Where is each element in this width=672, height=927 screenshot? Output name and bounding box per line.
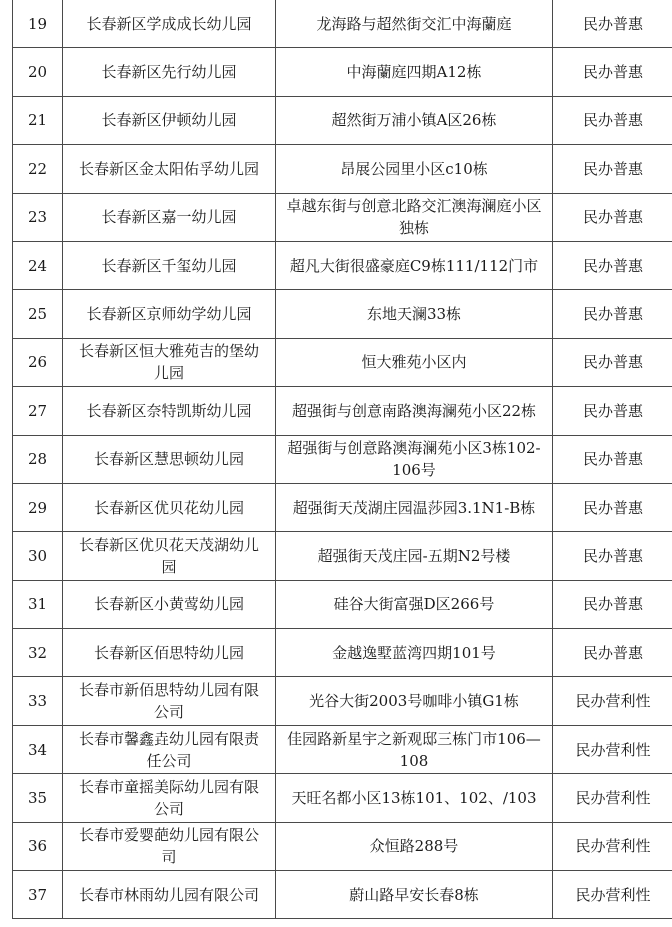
- table-row: [13, 0, 672, 48]
- kindergarten-name-cell: 长春新区京师幼学幼儿园: [63, 290, 276, 338]
- row-number-cell: 32: [13, 629, 63, 677]
- kindergarten-address-cell: 硅谷大街富强D区266号: [276, 580, 553, 628]
- table-row: [13, 532, 672, 580]
- kindergarten-address-cell: 佳园路新星宇之新观邸三栋门市106—108: [276, 725, 553, 773]
- kindergarten-address-cell: 超强街与创意南路澳海澜苑小区22栋: [276, 387, 553, 435]
- row-number-cell: 34: [13, 725, 63, 773]
- kindergarten-type-cell: 民办营利性: [553, 774, 672, 822]
- row-number-cell: 31: [13, 580, 63, 628]
- kindergarten-type-cell: 民办普惠: [553, 580, 672, 628]
- kindergarten-address-cell: 蔚山路早安长春8栋: [276, 871, 553, 919]
- kindergarten-name-cell: 长春新区先行幼儿园: [63, 48, 276, 96]
- row-number-cell: 37: [13, 871, 63, 919]
- kindergarten-type-cell: 民办普惠: [553, 483, 672, 531]
- kindergarten-address-cell: 金越逸墅蓝湾四期101号: [276, 629, 553, 677]
- table-row: [13, 677, 672, 725]
- table-body: [13, 0, 672, 919]
- row-number-cell: 35: [13, 774, 63, 822]
- table-row: [13, 338, 672, 386]
- kindergarten-type-cell: 民办营利性: [553, 725, 672, 773]
- kindergarten-type-cell: 民办普惠: [553, 387, 672, 435]
- table-row: [13, 483, 672, 531]
- kindergarten-name-cell: 长春市爱婴葩幼儿园有限公司: [63, 822, 276, 870]
- kindergarten-name-cell: 长春市林雨幼儿园有限公司: [63, 871, 276, 919]
- kindergarten-type-cell: 民办普惠: [553, 0, 672, 48]
- kindergarten-address-cell: 超强街天茂庄园-五期N2号楼: [276, 532, 553, 580]
- kindergarten-type-cell: 民办普惠: [553, 241, 672, 289]
- kindergarten-type-cell: 民办营利性: [553, 677, 672, 725]
- kindergarten-address-cell: 众恒路288号: [276, 822, 553, 870]
- kindergarten-address-cell: 超凡大街很盛豪庭C9栋111/112门市: [276, 241, 553, 289]
- kindergarten-name-cell: 长春新区学成成长幼儿园: [63, 0, 276, 48]
- row-number-cell: 20: [13, 48, 63, 96]
- row-number-cell: 23: [13, 193, 63, 241]
- kindergarten-type-cell: 民办普惠: [553, 532, 672, 580]
- kindergarten-type-cell: 民办普惠: [553, 96, 672, 144]
- kindergarten-name-cell: 长春市童摇美际幼儿园有限公司: [63, 774, 276, 822]
- kindergarten-name-cell: 长春新区伊顿幼儿园: [63, 96, 276, 144]
- kindergarten-name-cell: 长春新区嘉一幼儿园: [63, 193, 276, 241]
- row-number-cell: 25: [13, 290, 63, 338]
- row-number-cell: 29: [13, 483, 63, 531]
- row-number-cell: 24: [13, 241, 63, 289]
- kindergarten-address-cell: 东地天澜33栋: [276, 290, 553, 338]
- kindergarten-type-cell: 民办普惠: [553, 145, 672, 193]
- kindergarten-address-cell: 卓越东街与创意北路交汇澳海澜庭小区独栋: [276, 193, 553, 241]
- table-row: [13, 629, 672, 677]
- kindergarten-name-cell: 长春新区金太阳佑孚幼儿园: [63, 145, 276, 193]
- kindergarten-name-cell: 长春新区恒大雅苑吉的堡幼儿园: [63, 338, 276, 386]
- kindergarten-name-cell: 长春新区佰思特幼儿园: [63, 629, 276, 677]
- kindergarten-address-cell: 超然街万浦小镇A区26栋: [276, 96, 553, 144]
- row-number-cell: 26: [13, 338, 63, 386]
- row-number-cell: 28: [13, 435, 63, 483]
- kindergarten-type-cell: 民办营利性: [553, 822, 672, 870]
- row-number-cell: 21: [13, 96, 63, 144]
- kindergarten-type-cell: 民办普惠: [553, 435, 672, 483]
- row-number-cell: 30: [13, 532, 63, 580]
- row-number-cell: 36: [13, 822, 63, 870]
- table-row: [13, 96, 672, 144]
- kindergarten-name-cell: 长春市馨鑫垚幼儿园有限责任公司: [63, 725, 276, 773]
- kindergarten-name-cell: 长春市新佰思特幼儿园有限公司: [63, 677, 276, 725]
- kindergarten-type-cell: 民办营利性: [553, 871, 672, 919]
- kindergarten-address-cell: 超强街与创意路澳海澜苑小区3栋102-106号: [276, 435, 553, 483]
- table-row: [13, 871, 672, 919]
- table-row: [13, 48, 672, 96]
- kindergarten-address-cell: 恒大雅苑小区内: [276, 338, 553, 386]
- kindergarten-address-cell: 天旺名都小区13栋101、102、/103: [276, 774, 553, 822]
- table-row: [13, 435, 672, 483]
- row-number-cell: 19: [13, 0, 63, 48]
- kindergarten-type-cell: 民办普惠: [553, 48, 672, 96]
- table-row: [13, 241, 672, 289]
- table-row: [13, 822, 672, 870]
- row-number-cell: 27: [13, 387, 63, 435]
- kindergarten-address-cell: 超强街天茂湖庄园温莎园3.1N1-B栋: [276, 483, 553, 531]
- table-row: [13, 145, 672, 193]
- row-number-cell: 22: [13, 145, 63, 193]
- kindergarten-address-cell: 龙海路与超然街交汇中海蘭庭: [276, 0, 553, 48]
- kindergarten-address-cell: 中海蘭庭四期A12栋: [276, 48, 553, 96]
- kindergarten-type-cell: 民办普惠: [553, 338, 672, 386]
- kindergarten-name-cell: 长春新区优贝花幼儿园: [63, 483, 276, 531]
- kindergarten-name-cell: 长春新区小黄莺幼儿园: [63, 580, 276, 628]
- kindergarten-address-cell: 光谷大街2003号咖啡小镇G1栋: [276, 677, 553, 725]
- kindergarten-name-cell: 长春新区奈特凯斯幼儿园: [63, 387, 276, 435]
- table-row: [13, 387, 672, 435]
- kindergarten-name-cell: 长春新区优贝花天茂湖幼儿园: [63, 532, 276, 580]
- row-number-cell: 33: [13, 677, 63, 725]
- kindergarten-address-cell: 昂展公园里小区c10栋: [276, 145, 553, 193]
- table-row: [13, 193, 672, 241]
- kindergarten-name-cell: 长春新区慧思顿幼儿园: [63, 435, 276, 483]
- table-row: [13, 774, 672, 822]
- kindergarten-type-cell: 民办普惠: [553, 290, 672, 338]
- table-row: [13, 290, 672, 338]
- table-row: [13, 725, 672, 773]
- kindergarten-type-cell: 民办普惠: [553, 629, 672, 677]
- kindergarten-table: [12, 0, 672, 919]
- kindergarten-name-cell: 长春新区千玺幼儿园: [63, 241, 276, 289]
- kindergarten-type-cell: 民办普惠: [553, 193, 672, 241]
- table-row: [13, 580, 672, 628]
